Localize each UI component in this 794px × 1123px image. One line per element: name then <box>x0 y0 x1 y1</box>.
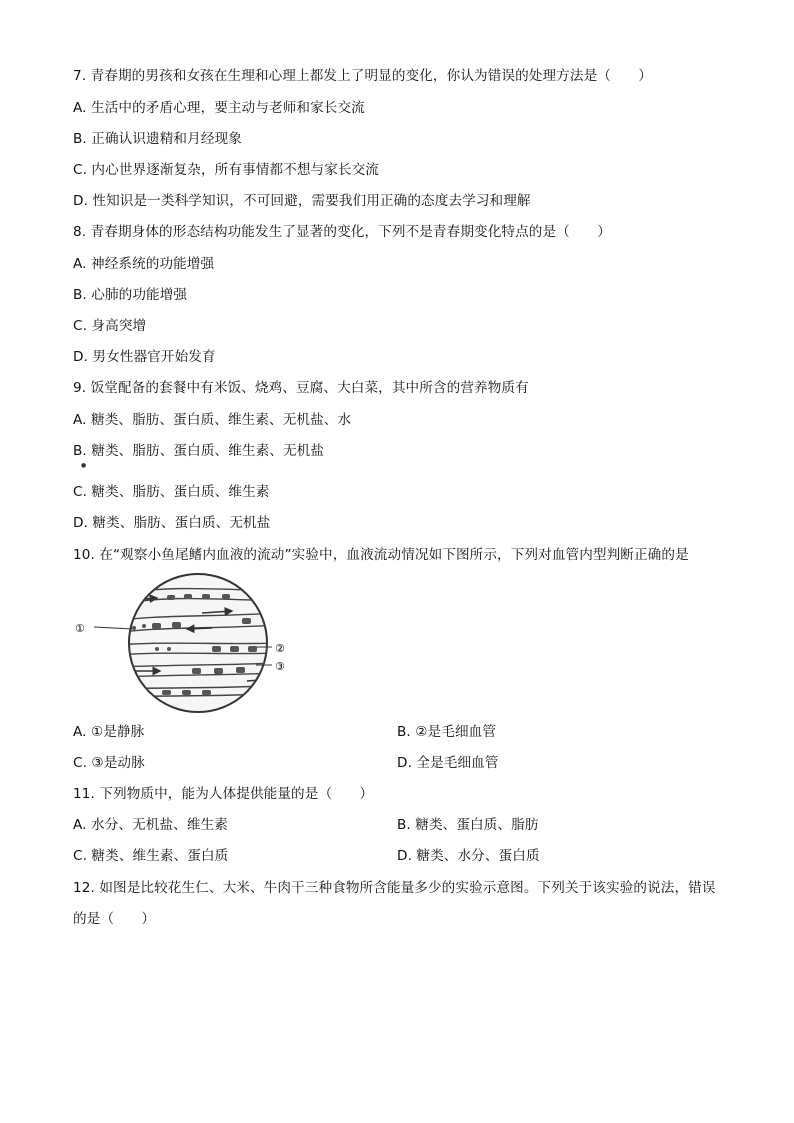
question-10-option-b: B. ②是毛细血管 <box>397 724 497 740</box>
question-9-option-d: D. 糖类、脂肪、蛋白质、无机盐 <box>73 515 271 531</box>
question-11-option-c: C. 糖类、维生素、蛋白质 <box>73 848 229 864</box>
question-8-option-d: D. 男女性器官开始发育 <box>73 349 216 365</box>
question-9-option-c: C. 糖类、脂肪、蛋白质、维生素 <box>73 484 270 500</box>
figure-label-1: ① <box>75 622 85 635</box>
question-10-option-d: D. 全是毛细血管 <box>397 755 499 771</box>
stray-dot: ● <box>81 462 87 469</box>
question-10-option-a: A. ①是静脉 <box>73 724 145 740</box>
question-7-option-a: A. 生活中的矛盾心理，要主动与老师和家长交流 <box>73 100 365 116</box>
question-11-stem: 11. 下列物质中，能为人体提供能量的是（ ） <box>73 786 374 802</box>
question-9-stem: 9. 饭堂配备的套餐中有米饭、烧鸡、豆腐、大白菜，其中所含的营养物质有 <box>73 380 529 396</box>
question-7-option-b: B. 正确认识遗精和月经现象 <box>73 131 242 147</box>
question-11-option-b: B. 糖类、蛋白质、脂肪 <box>397 817 539 833</box>
question-12-stem-line-2: 的是（ ） <box>73 911 156 927</box>
question-7-option-d: D. 性知识是一类科学知识，不可回避，需要我们用正确的态度去学习和理解 <box>73 193 531 209</box>
question-8-option-b: B. 心肺的功能增强 <box>73 287 188 303</box>
question-9-option-a: A. 糖类、脂肪、蛋白质、维生素、无机盐、水 <box>73 412 352 428</box>
question-8-option-c: C. 身高突增 <box>73 318 147 334</box>
question-8-option-a: A. 神经系统的功能增强 <box>73 256 215 272</box>
blood-flow-figure <box>72 573 294 713</box>
figure-label-3: ③ <box>275 660 285 673</box>
question-11-option-a: A. 水分、无机盐、维生素 <box>73 817 228 833</box>
question-12-stem-line-1: 12. 如图是比较花生仁、大米、牛肉干三种食物所含能量多少的实验示意图。下列关于该实验的说法，错误 <box>73 880 716 896</box>
question-10-stem: 10. 在“观察小鱼尾鳍内血液的流动”实验中，血液流动情况如下图所示，下列对血管内型判断正确的是 <box>73 547 689 563</box>
question-7-option-c: C. 内心世界逐渐复杂，所有事情都不想与家长交流 <box>73 162 380 178</box>
question-11-option-d: D. 糖类、水分、蛋白质 <box>397 848 540 864</box>
blood-vessel-diagram <box>72 573 294 713</box>
question-10-option-c: C. ③是动脉 <box>73 755 145 771</box>
question-9-option-b: B. 糖类、脂肪、蛋白质、维生素、无机盐 <box>73 443 325 459</box>
question-8-stem: 8. 青春期身体的形态结构功能发生了显著的变化，下列不是青春期变化特点的是（ ） <box>73 224 611 240</box>
figure-label-2: ② <box>275 642 285 655</box>
question-7-stem: 7. 青春期的男孩和女孩在生理和心理上都发上了明显的变化，你认为错误的处理方法是（ ） <box>73 68 653 84</box>
